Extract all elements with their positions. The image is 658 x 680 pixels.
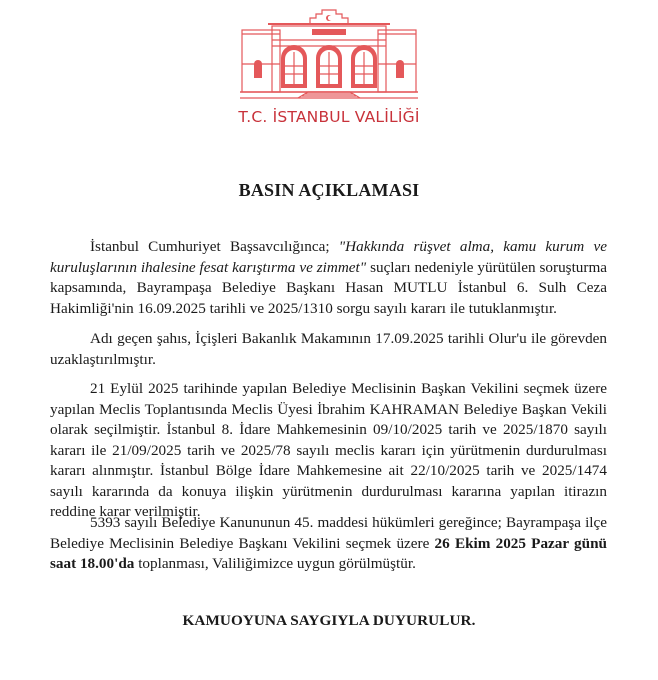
paragraph-3: 21 Eylül 2025 tarihinde yapılan Belediye Meclisinin Başkan Vekilini seçmek üzere yapılan Meclis Toplantısında Meclis Üyesi İbrahim KAHRAMAN Belediye Başkan Vekili olarak seçilmiştir. İstanbul 8. İdare Mahkemesinin 09/10/2025 tarih ve 2025/1870 sayılı kararı ile 21/09/2025 tarih ve 2025/78 sayılı meclis kararı için yürütmenin durdurulması kararı alınmıştır. İstanbul Bölge İdare Mahkemesine ait 22/10/2025 tarih ve 2025/1474 sayılı kararında da konuya ilişkin yürütmenin durdurulması kararına yapılan itirazın reddine karar verilmiştir. [50,380,607,520]
paragraph-4-lead: 5393 sayılı Belediye Kanununun 45. maddesi hükümleri gereğince; Bayrampaşa ilçe Belediye Meclisinin Belediye Başkanı Vekilini seçmek üzere [50,514,607,552]
istanbul-governorship-building-logo-icon [238,8,420,108]
paragraph-1-lead: İstanbul Cumhuriyet Başsavcılığınca; [90,238,339,255]
meeting-date-time: 26 Ekim 2025 Pazar günü saat 18.00'da [50,534,607,572]
logo-text: T.C. İSTANBUL VALİLİĞİ [238,108,420,126]
closing-statement: KAMUOYUNA SAYGIYLA DUYURULUR. [182,612,476,629]
paragraph-4 [50,513,607,575]
document-title: BASIN AÇIKLAMASI [238,180,420,200]
paragraph-4-rest: toplanması, Valiliğimizce uygun görülmüştür. [134,555,416,572]
paragraph-1 [50,237,607,319]
paragraph-1-rest: suçları nedeniyle yürütülen soruşturma kapsamında, Bayrampaşa Belediye Başkanı Hasan MUTLU İstanbul 6. Sulh Ceza Hakimliği'nin 16.09.2025 tarihli ve 2025/1310 sorgu sayılı kararı ile tutuklanmıştır. [50,258,608,317]
paragraph-2: Adı geçen şahıs, İçişleri Bakanlık Makamının 17.09.2025 tarihli Olur'u ile görevden uzaklaştırılmıştır. [50,330,607,368]
paragraph-1-quote: "Hakkında rüşvet alma, kamu kurum ve kuruluşlarının ihalesine fesat karıştırma ve zimmet" [50,238,607,276]
